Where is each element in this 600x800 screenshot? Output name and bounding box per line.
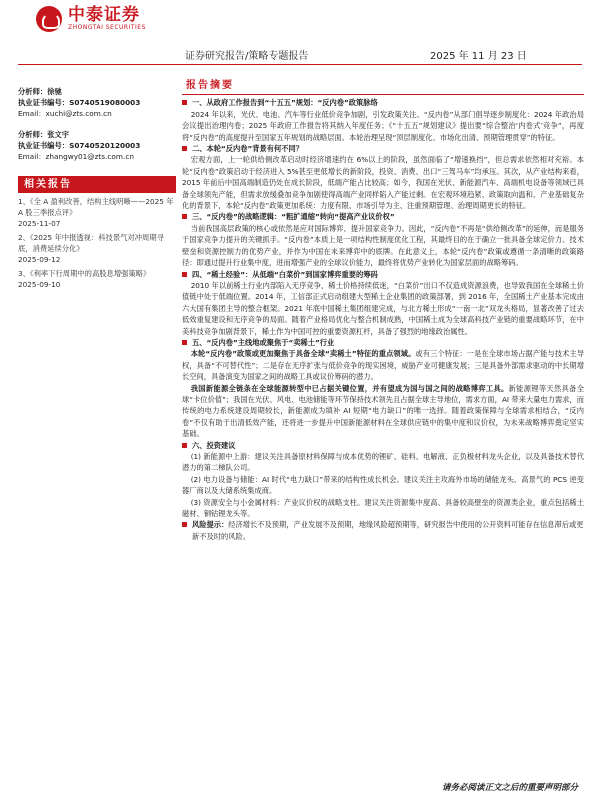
section-paragraph: 我国新能源全链条在全球能源转型中已占据关键位置，并有望成为国与国之间的战略博弈工具。新能源锂等天然具备全球“卡位价值”；我国在光伏、风电、电池储能等环节保持技术领先且占据全球主导地位，需求方面，AI 带来大量电力需求，而传统的电力系统建设周期较长，新能源成为填补 AI 短期“电力缺口”的唯一选择。随着政策保障与全球需求相结合，“反内卷”不仅有助于出清低效产能，还将进一步提升中国新能源材料在全球供应链中的集中度和议价权，为未来战略博弈奠定坚实基础。 [182, 383, 584, 439]
bullet-square-icon [182, 272, 187, 277]
section-heading: 五、“反内卷”主线地或聚焦于“卖稀土”行业 [182, 337, 584, 348]
brand-emblem-icon [36, 6, 62, 32]
analyst-name-line: 分析师：徐驰 [18, 87, 62, 96]
section-paragraph: 2024 年以来，光伏、电池、汽车等行业低价竞争加剧，引发政策关注。“反内卷”从部门倡导逐步制度化：2024 年政治局会议提出治理内卷；2025 年政府工作报告将其纳入年度任务；《“十五五”规划建议》提出要“综合整治‘内卷式’竞争”，再度将“反内卷”的高度提升至国家五年规划的战略层面。本轮治理呈现“顶层制度化、市场化出清、预期管理贯穿”的特征。 [182, 109, 584, 142]
analyst-cert: S0740520120003 [69, 141, 141, 150]
recommendation-item: (1) 新能源中上游：建议关注具备原材料保障与成本优势的锂矿、硅料、电解液、正负极材料龙头企业，以及具备技术替代潜力的第二梯队公司。 [182, 452, 584, 473]
analyst-cert: S0740519080003 [69, 98, 141, 107]
analyst-email-line: Email：xuchi@zts.com.cn [18, 109, 112, 118]
related-reports-heading: 相关报告 [18, 176, 176, 193]
summary-divider [182, 94, 584, 95]
analyst-name: 张文宇 [47, 130, 70, 139]
brand-logo [36, 6, 146, 32]
footer-disclaimer: 请务必阅读正文之后的重要声明部分 [441, 783, 578, 793]
analyst-cert-line: 执业证书编号：S0740520120003 [18, 141, 141, 150]
section-heading: 三、“反内卷”的战略逻辑：“粗扩通缩”转向“提高产业议价权” [182, 211, 584, 222]
bullet-square-icon [182, 146, 187, 151]
related-report-item[interactable]: 2、《2025 年中报透视：科技景气对冲周期寻底，消费延续分化》 2025-09-12 [18, 233, 164, 264]
section-paragraph: 2010 年以前稀土行业内部陷入无序竞争，稀土价格持续低迷，“白菜价”出口不仅造成资源浪费，也导致我国在全球稀土价值链中处于低端位置。2014 年，工信部正式启动组建大型稀土企业集团的政策部署，到 2016 年，全国稀土产业基本完成由六大国有集团主导的整合框架。2021 年底中国稀土集团组建完成，与北方稀土形成“一南一北”双龙头格局，显著改善了过去低效重复建设和无序竞争的局面。随着产业格局优化与整合机制成熟，中国稀土成为全球高科技产业链的重要战略环节，在中美科技竞争加剧背景下，稀土作为中国可控的重要资源杠杆，具备了强烈的地缘政治属性。 [182, 280, 584, 336]
report-type: 证券研究报告/策略专题报告 [185, 51, 309, 62]
bullet-square-icon [182, 100, 187, 105]
summary-heading: 报告摘要 [186, 80, 234, 91]
section-paragraph: 宏观方面，上一轮供给侧改革启动时经济增速约在 6%以上的阶段，虽然面临了“增速换挡”，但总需求依然相对充裕。本轮“反内卷”政策启动于经济进入 5%甚至更低增长的新阶段，投资、消费、出口“三驾马车”均承压。其次，从产业结构来看，2015 年前后中国高端制造仍处在成长阶段，低端产能占比较高；如今，我国在光伏、新能源汽车、高端机电设备等领域已具备全球领先产能，但需求放缓叠加竞争加剧使得高端产业同样陷入产能过剩。在宏观环境趋紧、政策取向温和、产业基础复杂化的背景下，本轮“反内卷”政策更加系统：力度有限、市场引导为主、注重预期管理、治理周期更长的特征。 [182, 155, 584, 211]
header-divider [18, 64, 582, 65]
section-heading: 四、“稀土经验”：从低端“白菜价”到国家博弈重要的筹码 [182, 269, 584, 280]
sidebar [18, 86, 176, 290]
section-paragraph: 当前我国高层政策的核心或依然是应对国际博弈、提升国家竞争力。因此，“反内卷”不再是“供给侧改革”的延伸，而是服务于国家竞争力提升的关键抓手。“反内卷”本质上是一项结构性制度优化工程，其最终目的在于确立一批具备全球定价力、技术壁垒和资源控制力的优势产业，并作为中国在未来博弈中的底牌。在此意义上，本轮“反内卷”政策或遵循一条清晰的政策路径：即通过提升行业集中度，进而增强产业的全球议价能力，最终将优势产业转化为国家层面的战略筹码。 [182, 223, 584, 268]
related-report-item[interactable]: 1、《全 A 盈利改善，结构主线明晰——2025 年 A 股三季报点评》 2025-11-07 [18, 197, 174, 228]
analyst-email[interactable]: xuchi@zts.com.cn [45, 109, 112, 118]
section-paragraph: 本轮“反内卷”政策或更加聚焦于具备全球“卖稀土”特征的重点领域。或有三个特征：一是在全球市场占据产能与技术主导权，具备“不可替代性”；二是存在无序扩张与低价竞争的现实困境，威胁产业可健康发展；三是具备外部需求驱动的中长期增长空间，具备演变为国家之间的战略工具或议价筹码的潜力。 [182, 349, 585, 382]
recommendation-item: (2) 电力设备与储能：AI 时代“电力缺口”带来的结构性成长机会。建议关注主攻海外市场的储能龙头、高景气的 PCS 逆变器厂商以及大储系统集成商。 [182, 474, 584, 496]
report-date: 2025 年 11 月 23 日 [430, 51, 527, 62]
analyst-block [18, 129, 176, 162]
section-heading: 二、本轮“反内卷”背景有何不同？ [182, 143, 584, 154]
analyst-email-line: Email：zhangwy01@zts.com.cn [18, 152, 134, 161]
bullet-square-icon [182, 214, 187, 219]
brand-name-en: ZHONGTAI SECURITIES [68, 24, 146, 31]
risk-warning: 风险提示：经济增长不及预期，产业发展不及预期，地缘风险超预期等，研究报告中使用的公开资料可能存在信息滞后或更新不及时的风险。 [182, 519, 584, 542]
analyst-block [18, 86, 176, 119]
bullet-square-icon [182, 340, 187, 345]
report-summary [182, 78, 584, 542]
bullet-square-icon [182, 522, 187, 527]
bullet-square-icon [182, 443, 187, 448]
related-report-item[interactable]: 3、《利率下行周期中的高股息增强策略》 2025-09-10 [18, 269, 151, 289]
section-heading: 六、投资建议 [182, 440, 584, 451]
analyst-email[interactable]: zhangwy01@zts.com.cn [45, 152, 134, 161]
recommendation-item: (3) 资源安全与小金属材料：产业议价权的战略支柱。建议关注资源集中度高、具备较高壁垒的资源类企业，重点包括稀土磁材、铜钴锂龙头等。 [182, 497, 584, 519]
analyst-name-line: 分析师：张文宇 [18, 130, 70, 139]
brand-name-cn: 中泰证券 [68, 5, 140, 25]
section-heading: 一、从政府工作报告到“十五五”规划：“反内卷”政策脉络 [182, 97, 584, 108]
analyst-cert-line: 执业证书编号：S0740519080003 [18, 98, 141, 107]
analyst-name: 徐驰 [47, 87, 62, 96]
